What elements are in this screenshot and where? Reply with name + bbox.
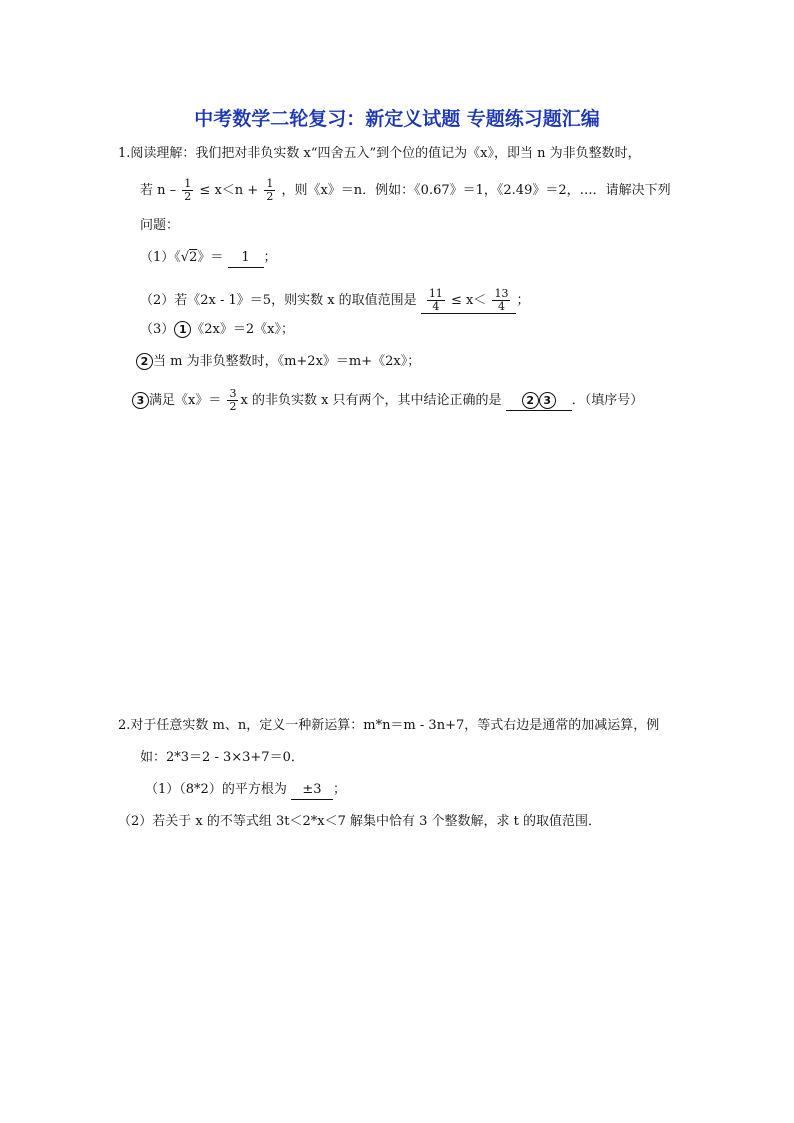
circled-3-answer: 3 xyxy=(539,392,556,409)
q1-p3-statement-1: 《2x》＝2《x》； xyxy=(191,322,294,337)
circled-2-answer: 2 xyxy=(522,392,539,409)
fraction-11-4 xyxy=(427,288,445,313)
fraction-13-4 xyxy=(492,288,510,313)
q1-p2-answer-mid: ≤ x＜ xyxy=(450,293,487,308)
q1-p1-text-b: 》＝ xyxy=(197,250,224,265)
fraction-den: 4 xyxy=(497,300,505,313)
fraction-num: 13 xyxy=(494,287,509,300)
q2-p1-text: （1）（8*2）的平方根为 xyxy=(145,782,287,797)
q2-p1-answer: ±3 xyxy=(291,781,333,800)
fraction-den: 4 xyxy=(432,300,440,313)
q1-p5-text-b: x 的非负实数 x 只有两个，其中结论正确的是 xyxy=(240,393,502,408)
q1-intro-line-2 xyxy=(140,178,671,203)
q1-p1-text-a: （1）《√ xyxy=(140,250,190,265)
q1-p2-end: ； xyxy=(516,293,530,308)
page-title: 中考数学二轮复习：新定义试题 专题练习题汇编 xyxy=(194,108,600,130)
q1-l2-part-b: ≤ x＜n + xyxy=(199,183,259,198)
q2-intro-line-1: 2.对于任意实数 m、n，定义一种新运算：m*n＝m - 3n+7，等式右边是通常的加减运算，例 xyxy=(118,718,660,733)
q1-intro-line-1: 1.阅读理解：我们把对非负实数 x“四舍五入”到个位的值记为《x》，即当 n 为非负整数时， xyxy=(118,146,641,161)
fraction-num: 1 xyxy=(184,177,192,190)
q1-p2-text: （2）若《2x - 1》＝5，则实数 x 的取值范围是 xyxy=(140,293,417,308)
q1-part-3-statement-3 xyxy=(132,388,643,413)
q1-l2-part-a: 若 n – xyxy=(140,183,177,198)
q1-part-3-statement-2 xyxy=(136,352,420,372)
q2-intro-line-2: 如：2*3＝2 - 3×3+7＝0． xyxy=(140,750,304,765)
q1-p5-answer xyxy=(506,392,572,411)
q2-part-1 xyxy=(145,780,346,800)
fraction-num: 1 xyxy=(266,177,274,190)
q1-intro-line-3: 问题： xyxy=(140,218,180,233)
q1-p3-label: （3） xyxy=(140,322,175,337)
q1-part-2 xyxy=(140,288,529,314)
fraction-num: 11 xyxy=(428,287,443,300)
q1-l2-part-c: ，则《x》＝n．例如：《0.67》＝1，《2.49》＝2，…．请解决下列 xyxy=(281,183,671,198)
fraction-half-1 xyxy=(182,178,193,203)
q1-part-3 xyxy=(140,320,294,340)
q1-p5-text-c: ．（填序号） xyxy=(571,393,644,408)
q1-p1-text-c: ； xyxy=(263,250,277,265)
fraction-3-2 xyxy=(227,388,238,413)
circled-1-marker: 1 xyxy=(174,321,191,338)
q1-p1-answer: 1 xyxy=(228,249,264,268)
circled-3-marker: 3 xyxy=(132,392,149,409)
q1-part-1 xyxy=(140,248,277,268)
fraction-den: 2 xyxy=(184,190,192,203)
circled-2-marker: 2 xyxy=(136,353,153,370)
fraction-num: 3 xyxy=(229,387,237,400)
q1-p2-answer xyxy=(421,288,517,314)
q1-p3-statement-2: 当 m 为非负整数时，《m+2x》＝m+《2x》； xyxy=(153,354,421,369)
fraction-den: 2 xyxy=(229,400,237,413)
q2-part-2: （2）若关于 x 的不等式组 3t＜2*x＜7 解集中恰有 3 个整数解，求 t 的取值范围． xyxy=(118,814,602,829)
q2-p1-end: ； xyxy=(332,782,346,797)
sqrt-radicand: 2 xyxy=(189,250,198,265)
fraction-den: 2 xyxy=(266,190,274,203)
q1-p5-text-a: 满足《x》＝ xyxy=(149,393,222,408)
fraction-half-2 xyxy=(264,178,275,203)
